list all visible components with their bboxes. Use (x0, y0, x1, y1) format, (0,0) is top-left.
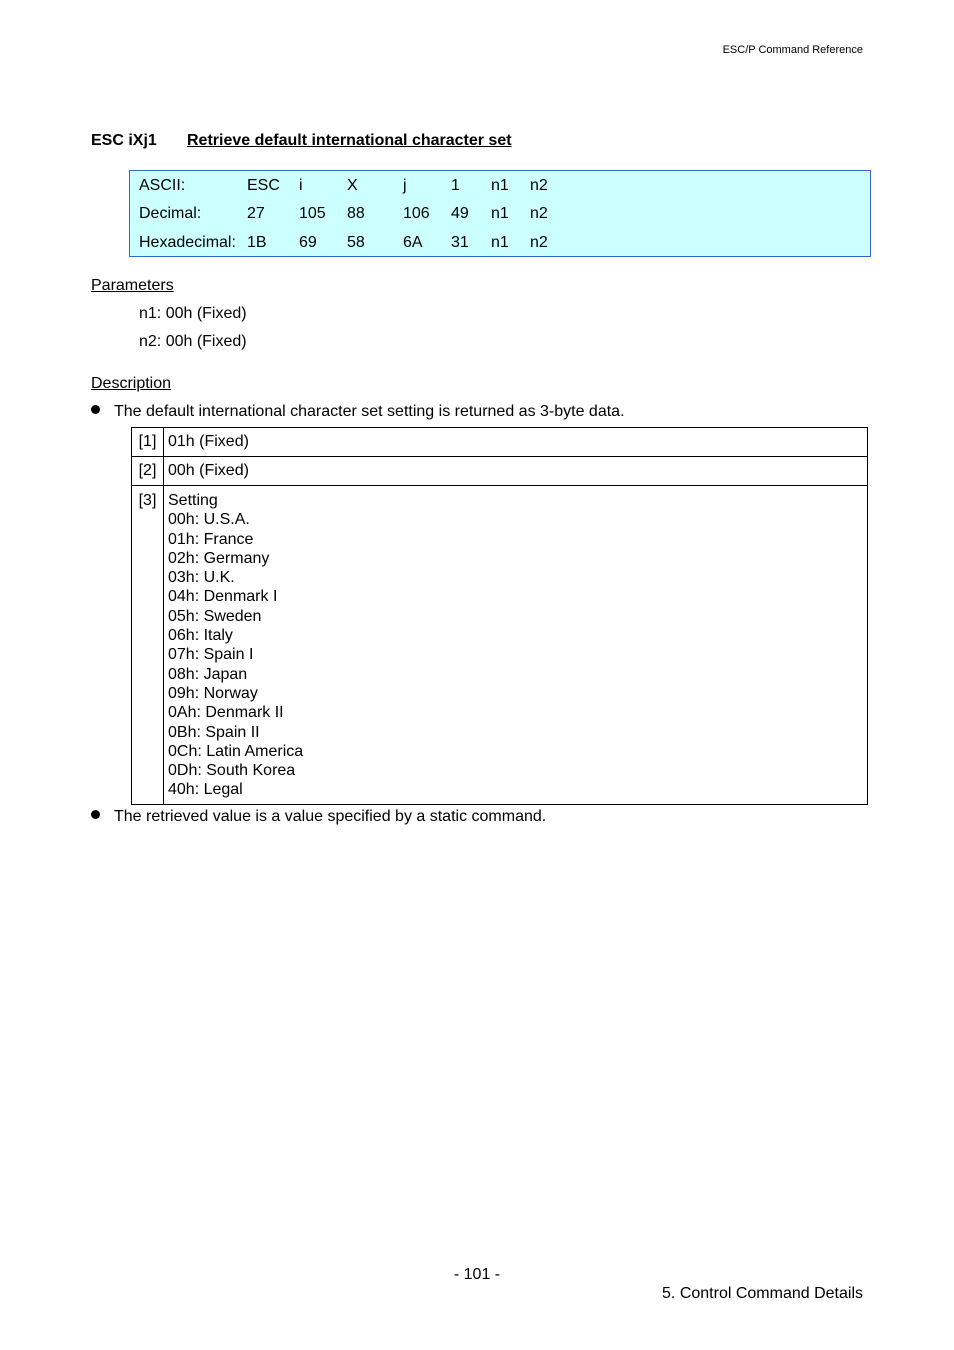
table-row (132, 457, 868, 486)
list-item: 0Dh: South Korea (168, 762, 296, 780)
code-label: ASCII: (139, 177, 186, 194)
code-value: n2 (530, 234, 548, 251)
code-value: 31 (451, 234, 469, 251)
code-value: n1 (491, 234, 509, 251)
list-item: 0Ch: Latin America (168, 742, 304, 760)
list-item: 40h: Legal (168, 781, 243, 799)
description-heading: Description (91, 375, 172, 392)
bullet-icon (91, 405, 100, 414)
code-value: 49 (451, 205, 469, 222)
list-item: 08h: Japan (168, 665, 248, 683)
bullet-icon (91, 810, 100, 819)
list-item: 06h: Italy (168, 627, 233, 645)
code-value: i (299, 177, 303, 194)
description-bullet (91, 808, 546, 826)
code-value: 58 (347, 234, 365, 251)
list-item: 05h: Sweden (168, 607, 262, 625)
row-value: 01h (Fixed) (164, 428, 868, 457)
code-value: 69 (299, 234, 317, 251)
header-reference: ESC/P Command Reference (722, 44, 863, 56)
code-value: n2 (530, 177, 548, 194)
list-item: 01h: France (168, 530, 254, 548)
code-value: j (403, 177, 407, 194)
list-item: 0Bh: Spain II (168, 723, 260, 741)
parameter-n2: n2: 00h (Fixed) (139, 333, 247, 350)
code-value: 106 (403, 205, 430, 222)
list-item: 02h: Germany (168, 549, 270, 567)
code-label: Decimal: (139, 205, 202, 222)
bullet-text: The retrieved value is a value specified by a static command. (114, 808, 547, 825)
command-title: Retrieve default international character set (187, 132, 512, 149)
table-row (132, 428, 868, 457)
setting-cell (164, 486, 868, 805)
setting-list (168, 486, 867, 804)
code-value: 1 (451, 177, 460, 194)
row-index: [2] (132, 457, 164, 486)
list-item: 03h: U.K. (168, 569, 235, 587)
row-index (132, 486, 164, 805)
description-bullet (91, 403, 625, 421)
code-value: 1B (247, 234, 267, 251)
code-value: n1 (491, 177, 509, 194)
code-value: X (347, 177, 358, 194)
command-code-box (129, 170, 871, 257)
parameters-heading: Parameters (91, 277, 174, 294)
section-title (91, 132, 512, 150)
code-value: 88 (347, 205, 365, 222)
row-index: [1] (132, 428, 164, 457)
footer-chapter: 5. Control Command Details (662, 1285, 863, 1302)
response-table (131, 427, 868, 805)
list-item: 04h: Denmark I (168, 588, 278, 606)
row-index-text: [3] (138, 492, 157, 509)
parameter-n1: n1: 00h (Fixed) (139, 305, 247, 322)
code-value: ESC (247, 177, 280, 194)
code-value: 27 (247, 205, 265, 222)
code-value: 105 (299, 205, 326, 222)
page-number: - 101 - (453, 1266, 501, 1283)
code-value: 6A (403, 234, 423, 251)
bullet-text: The default international character set setting is returned as 3-byte data. (114, 403, 625, 420)
code-value: n1 (491, 205, 509, 222)
code-value: n2 (530, 205, 548, 222)
list-item: 0Ah: Denmark II (168, 704, 284, 722)
list-item: 00h: U.S.A. (168, 511, 250, 529)
list-item: 07h: Spain I (168, 646, 254, 664)
table-row (132, 486, 868, 805)
row-value: 00h (Fixed) (164, 457, 868, 486)
setting-heading: Setting (168, 492, 218, 509)
code-label: Hexadecimal: (139, 234, 236, 251)
command-name: ESC iXj1 (91, 132, 157, 149)
list-item: 09h: Norway (168, 684, 258, 702)
